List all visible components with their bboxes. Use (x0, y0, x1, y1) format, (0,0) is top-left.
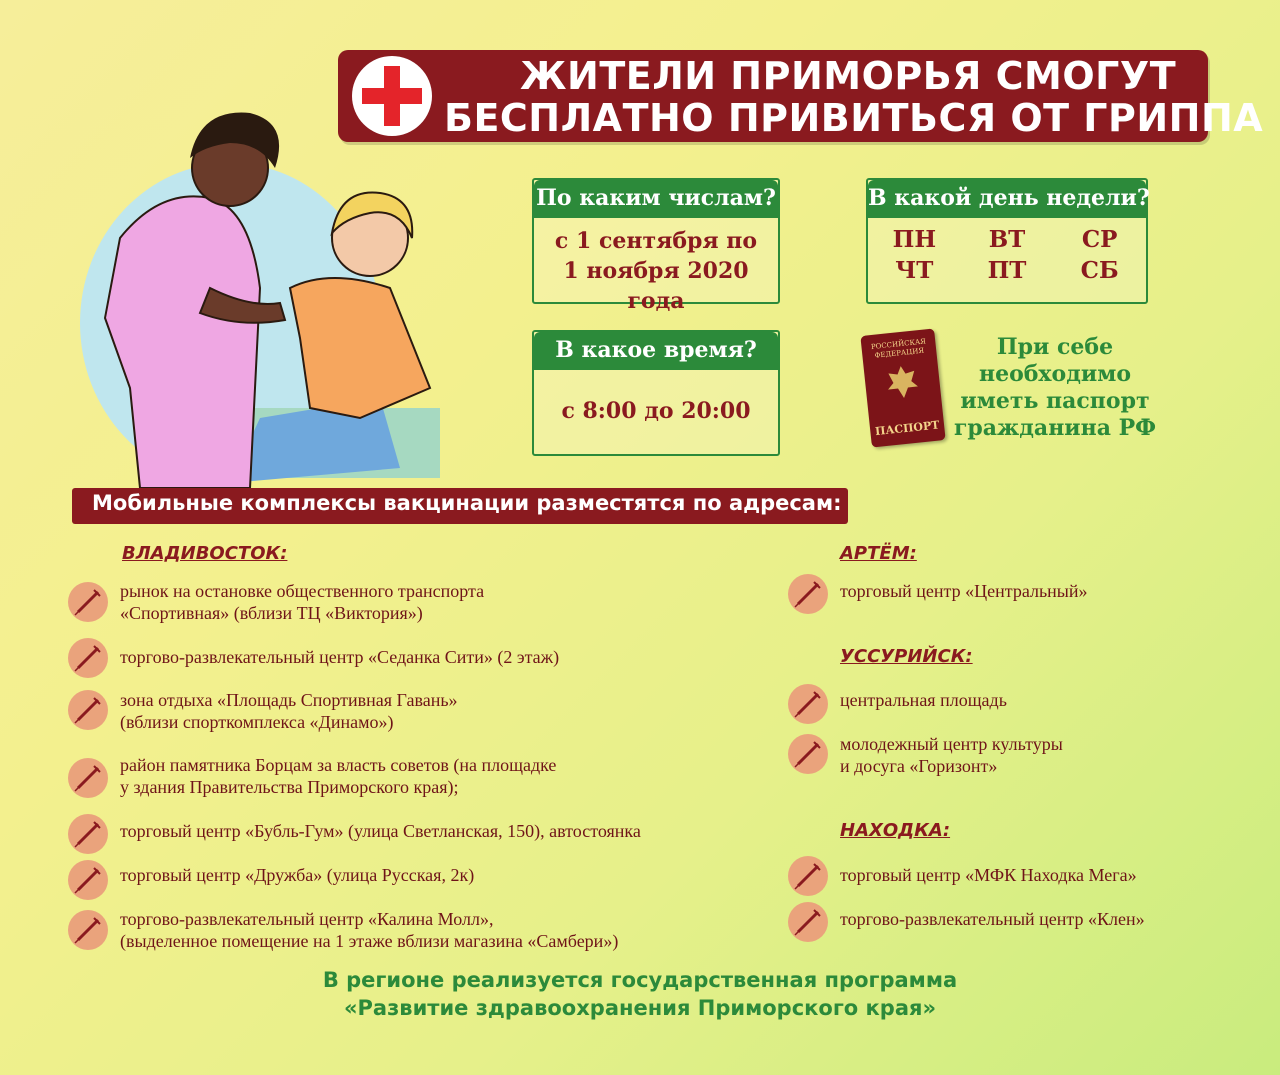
item-line: торгово-развлекательный центр «Седанка Сити» (2 этаж) (120, 647, 560, 667)
days-box-header: В какой день недели? (868, 180, 1146, 218)
city-nakhodka: НАХОДКА: (840, 820, 951, 841)
item-line: рынок на остановке общественного транспорта (120, 581, 485, 601)
dates-box (532, 178, 780, 314)
title-line-1: ЖИТЕЛИ ПРИМОРЬЯ СМОГУТ (520, 54, 1177, 98)
item-line: торговый центр «МФК Находка Мега» (840, 865, 1137, 885)
item-line: торгово-развлекательный центр «Клен» (840, 909, 1145, 929)
day-label: СР (1081, 226, 1118, 253)
item-line: (вблизи спорткомплекса «Динамо») (120, 712, 394, 732)
footer-line-1: В регионе реализуется государственная программа (322, 968, 958, 992)
syringe-icon (68, 758, 108, 798)
passport-icon (860, 328, 945, 447)
syringe-icon (788, 734, 828, 774)
syringe-icon (68, 638, 108, 678)
eagle-emblem-icon (884, 362, 922, 401)
passport-note (950, 334, 1160, 442)
addresses-title: Мобильные комплексы вакцинации разместятся по адресам: (92, 491, 842, 515)
syringe-icon (68, 860, 108, 900)
list-item (840, 864, 1137, 886)
passport-note-line: необходимо (978, 361, 1131, 387)
syringe-icon (68, 582, 108, 622)
item-line: у здания Правительства Приморского края); (120, 777, 459, 797)
list-item (120, 580, 484, 624)
item-line: торговый центр «Центральный» (840, 581, 1088, 601)
vaccination-illustration (60, 88, 460, 488)
dates-line-2: 1 ноября 2020 года (563, 258, 749, 314)
dates-line-1: с 1 сентября по (554, 228, 758, 254)
item-line: молодежный центр культуры (840, 734, 1063, 754)
day-label: СБ (1080, 257, 1119, 284)
passport-note-line: иметь паспорт (960, 388, 1150, 414)
footer-line-2: «Развитие здравоохранения Приморского края» (343, 996, 937, 1020)
day-label: ПТ (987, 257, 1027, 284)
title-line-2: БЕСПЛАТНО ПРИВИТЬСЯ ОТ ГРИППА (444, 96, 1264, 140)
list-item (120, 646, 559, 668)
item-line: и досуга «Горизонт» (840, 756, 998, 776)
dates-box-header: По каким числам? (534, 180, 778, 218)
day-label: ВТ (988, 226, 1026, 253)
syringe-icon (68, 814, 108, 854)
item-line: торгово-развлекательный центр «Калина Молл», (120, 909, 494, 929)
passport-cover-top: РОССИЙСКАЯ ФЕДЕРАЦИЯ (870, 337, 927, 360)
item-line: центральная площадь (840, 690, 1007, 710)
list-item (120, 908, 618, 952)
item-line: торговый центр «Дружба» (улица Русская, 2к) (120, 865, 475, 885)
list-item (840, 689, 1007, 711)
list-item (120, 864, 474, 886)
time-value: с 8:00 до 20:00 (561, 398, 751, 424)
list-item (840, 580, 1088, 602)
list-item (120, 689, 458, 733)
syringe-icon (68, 690, 108, 730)
passport-cover-bottom: ПАСПОРТ (874, 418, 941, 439)
time-box (532, 330, 780, 456)
time-box-header: В какое время? (534, 332, 778, 370)
city-ussuriysk: УССУРИЙСК: (840, 646, 973, 667)
list-item (840, 908, 1145, 930)
syringe-icon (788, 684, 828, 724)
item-line: «Спортивная» (вблизи ТЦ «Виктория») (120, 603, 423, 623)
item-line: зона отдыха «Площадь Спортивная Гавань» (120, 690, 458, 710)
item-line: торговый центр «Бубль-Гум» (улица Светланская, 150), автостоянка (120, 821, 641, 841)
child-shirt (290, 278, 430, 418)
item-line: район памятника Борцам за власть советов (на площадке (120, 755, 557, 775)
syringe-icon (788, 856, 828, 896)
syringe-icon (788, 574, 828, 614)
dates-box-body (534, 218, 778, 316)
city-vladivostok: ВЛАДИВОСТОК: (122, 543, 288, 564)
days-box (866, 178, 1148, 304)
footer (240, 966, 1040, 1022)
passport-note-line: гражданина РФ (953, 415, 1157, 441)
day-label: ЧТ (895, 257, 934, 284)
nurse-body (105, 196, 260, 488)
city-artem: АРТЁМ: (840, 543, 917, 564)
syringe-icon (68, 910, 108, 950)
item-line: (выделенное помещение на 1 этаже вблизи магазина «Самбери») (120, 931, 619, 951)
passport-note-line: При себе (996, 334, 1114, 360)
syringe-icon (788, 902, 828, 942)
red-cross-horizontal (362, 88, 422, 104)
list-item (840, 733, 1063, 777)
day-label: ПН (892, 226, 937, 253)
list-item (120, 754, 556, 798)
list-item (120, 820, 641, 842)
days-grid (868, 218, 1146, 284)
